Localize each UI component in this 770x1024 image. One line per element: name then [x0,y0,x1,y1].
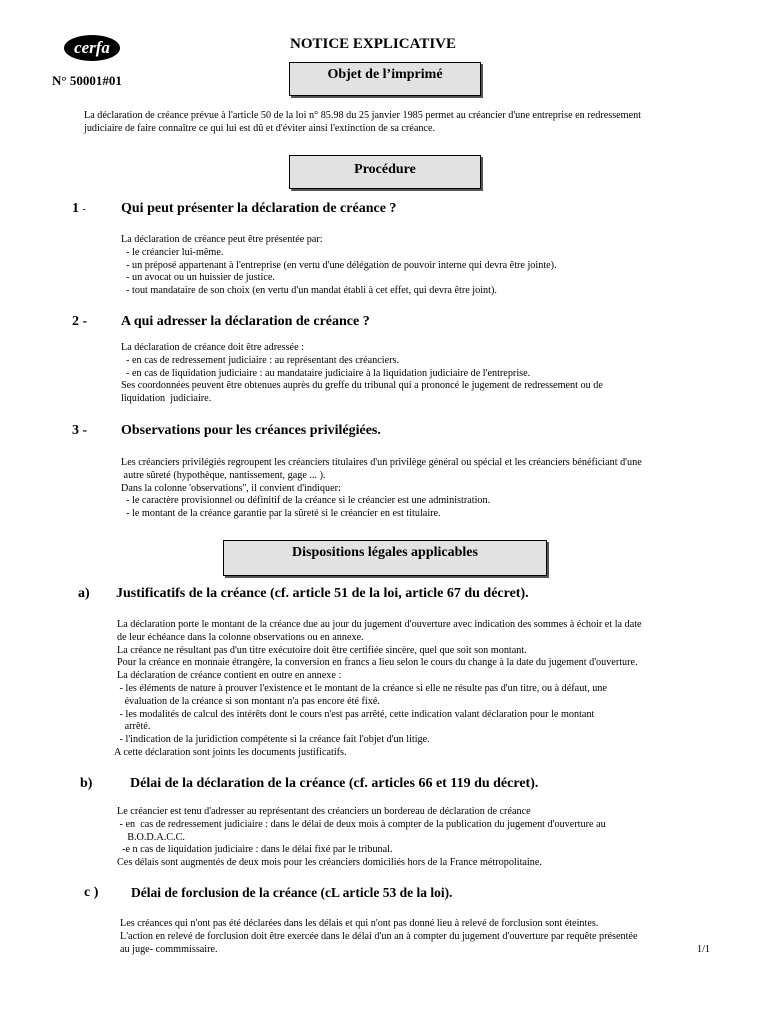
section-title: Délai de la déclaration de la créance (cf. articles 66 et 119 du décret). [130,776,539,791]
text-line: évaluation de la créance si son montant n'a pas encore été fixé. [117,695,380,707]
text-line: Les créances qui n'ont pas été déclarées dans les délais et qui n'ont pas donné lieu à relevé de forclusion sont éteintes. [120,918,599,929]
section-title: Justificatifs de la créance (cf. article 51 de la loi, article 67 du décret). [116,586,529,601]
section-body [121,457,642,521]
text-line: - en cas de redressement judiciaire : dans le délai de deux mois à compter de la publication du jugement d'ouverture au [117,818,606,830]
form-number: N° 50001#01 [52,73,122,88]
text-line: - les éléments de nature à prouver l'existence et le montant de la créance si elle ne résulte pas d'un titre, ou à défaut, une [117,682,607,694]
text-line: La déclaration porte le montant de la créance due au jour du jugement d'ouverture avec indication des sommes à échoir et la date [117,619,642,630]
text-line: autre sûreté (hypothèque, nantissement, gage ... ). [121,469,326,481]
text-line: au juge- commmissaire. [120,943,218,955]
section-number: 2 - [72,314,88,329]
section-body [114,619,642,760]
section-title: A qui adresser la déclaration de créance ? [121,314,370,329]
text-line: Ses coordonnées peuvent être obtenues auprès du greffe du tribunal qui a prononcé le jugement de redressement ou de [121,380,603,392]
intro-paragraph [84,110,641,136]
text-line: B.O.D.A.C.C. [117,831,185,843]
text-line: - en cas de redressement judiciaire : au représentant des créanciers. [121,354,400,366]
text-line: Le créancier est tenu d'adresser au représentant des créanciers un bordereau de déclaration de créance [117,806,531,817]
text-line: judiciaire de faire connaître ce qui lui est dû et d'éviter ainsi l'extinction de sa créance. [84,122,436,134]
section-number: b) [80,776,93,791]
section-box-dispositions: Dispositions légales applicables [223,540,547,576]
section-box-objet: Objet de l’imprimé [289,62,481,96]
cerfa-logo: cerfa [64,35,120,61]
section-number: a) [78,586,90,601]
section-number: c ) [84,885,99,900]
section-title: Délai de forclusion de la créance (cL article 53 de la loi). [131,885,453,900]
text-line: La déclaration de créance contient en outre en annexe : [117,670,342,682]
section-body [120,918,637,956]
section-body [117,806,606,870]
text-line: - un préposé appartenant à l'entreprise (en vertu d'une délégation de pouvoir interne qui devra être jointe). [121,259,557,271]
text-line: - les modalités de calcul des intérêts dont le cours n'est pas arrêté, cette indication valant déclaration pour le montant [117,708,595,720]
section-body [121,234,557,298]
text-line: La créance ne résultant pas d'un titre exécutoire doit être certifiée sincère, quel que soit son montant. [117,644,527,656]
text-line: Les créanciers privilégiés regroupent les créanciers titulaires d'un privilège général ou spécial et les créanciers bénéficiant d'une [121,457,642,468]
section-number: 1 - [72,201,86,216]
text-line: - tout mandataire de son choix (en vertu d'un mandat établi à cet effet, qui devra être joint). [121,285,497,297]
text-line: Ces délais sont augmentés de deux mois pour les créanciers domiciliés hors de la France métropolitaine. [117,857,542,869]
section-title: Qui peut présenter la déclaration de créance ? [121,201,397,216]
page-title: NOTICE EXPLICATIVE [290,36,457,52]
text-line: - l'indication de la juridiction compétente si la créance fait l'objet d'un litige. [117,734,430,746]
page-number: 1/1 [697,944,711,955]
section-body [121,342,603,406]
text-line: arrêté. [117,721,151,733]
section-box-procedure: Procédure [289,155,481,189]
text-line: A cette déclaration sont joints les documents justificatifs. [114,746,347,758]
text-line: - un avocat ou un huissier de justice. [121,272,275,284]
text-line: La déclaration de créance doit être adressée : [121,342,304,353]
section-number: 3 - [72,423,88,438]
text-line: de leur échéance dans la colonne observations ou en annexe. [117,631,364,643]
text-line: La déclaration de créance peut être présentée par: [121,234,323,245]
text-line: L'action en relevé de forclusion doit être exercée dans le délai d'un an à compter du jugement d'ouverture par requête présentée [120,930,638,942]
text-line: Pour la créance en monnaie étrangère, la conversion en francs a lieu selon le cours du change à la date du jugement d'ouverture. [117,657,638,669]
text-line: Dans la colonne 'observations'', il convient d'indiquer: [121,482,341,494]
text-line: liquidation judiciaire. [121,393,212,405]
text-line: -e n cas de liquidation judiciaire : dans le délai fixé par le tribunal. [117,844,393,856]
text-line: - en cas de liquidation judiciaire : au mandataire judiciaire à la liquidation judiciaire de l'entreprise. [121,367,531,379]
section-title: Observations pour les créances privilégiées. [121,423,381,438]
text-line: - le créancier lui-même. [121,246,224,258]
text-line: - le caractère provisionnel ou définitif de la créance si le créancier est une administration. [121,495,491,507]
text-line: La déclaration de créance prévue à l'article 50 de la loi n° 85.98 du 25 janvier 1985 permet au créancier d'une entreprise en redressement [84,110,642,121]
text-line: - le montant de la créance garantie par la sûreté si le créancier en est titulaire. [121,508,441,520]
